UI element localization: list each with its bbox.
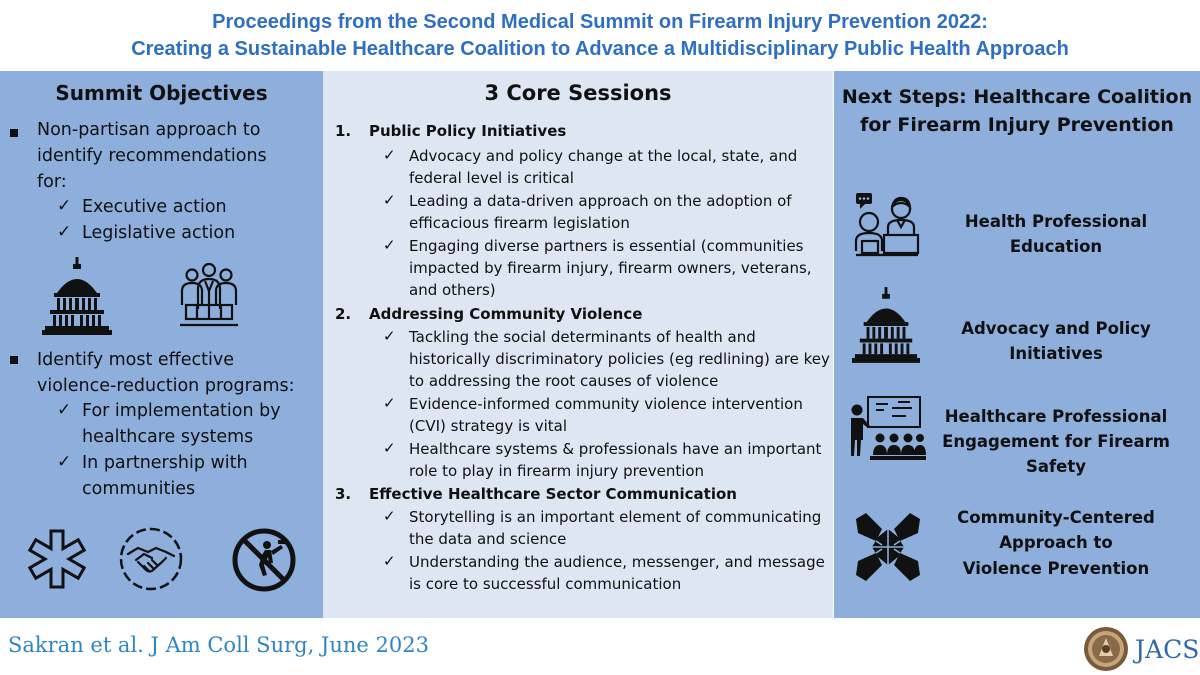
education-icon xyxy=(854,189,920,257)
session-point-line: the data and science xyxy=(409,530,567,548)
no-violence-icon xyxy=(231,527,297,593)
session-point-line: Evidence-informed community violence intervention xyxy=(409,395,803,413)
check-icon: ✓ xyxy=(383,327,396,345)
check-icon: ✓ xyxy=(383,507,396,525)
core-sessions-panel xyxy=(323,71,833,618)
next-steps-heading-line: Next Steps: Healthcare Coalition xyxy=(841,86,1193,108)
capitol-icon xyxy=(852,287,920,363)
next-step-label: Community-Centered xyxy=(957,508,1155,527)
session-title: Public Policy Initiatives xyxy=(369,122,567,140)
session-point-line: role to play in firearm injury prevention xyxy=(409,462,705,480)
session-number: 3. xyxy=(335,485,352,503)
session-point-line: Understanding the audience, messenger, and message xyxy=(409,553,825,571)
objective-2-check-line: In partnership with xyxy=(82,453,248,473)
session-point-line: is core to successful communication xyxy=(409,575,682,593)
title-line-1: Proceedings from the Second Medical Summit on Firearm Injury Prevention 2022: xyxy=(212,11,988,33)
next-step-label: Approach to xyxy=(999,533,1113,552)
session-point-line: Engaging diverse partners is essential (communities xyxy=(409,237,804,255)
session-title: Addressing Community Violence xyxy=(369,305,643,323)
next-step-label: Engagement for Firearm Safety xyxy=(942,432,1170,476)
objective-1-line: for: xyxy=(37,172,67,192)
star-of-life-icon xyxy=(25,527,89,591)
session-point-line: Leading a data-driven approach on the adoption of xyxy=(409,192,792,210)
objective-2-line: Identify most effective xyxy=(37,350,234,370)
presentation-icon xyxy=(848,394,926,464)
community-hands-icon xyxy=(852,511,924,583)
next-steps-heading-line: for Firearm Injury Prevention xyxy=(860,114,1174,136)
handshake-icon xyxy=(118,526,184,592)
check-icon: ✓ xyxy=(57,452,72,472)
check-icon: ✓ xyxy=(383,146,396,164)
check-icon: ✓ xyxy=(57,400,72,420)
session-point-line: and others) xyxy=(409,281,496,299)
objective-2-line: violence-reduction programs: xyxy=(37,376,295,396)
objective-2-check-line: healthcare systems xyxy=(82,427,254,447)
session-point-line: Healthcare systems & professionals have an important xyxy=(409,440,822,458)
journal-name: JACS xyxy=(1135,635,1200,664)
next-steps-heading xyxy=(834,83,1200,139)
next-step-label: Health Professional Education xyxy=(964,212,1148,256)
core-sessions-heading: 3 Core Sessions xyxy=(484,81,672,105)
session-point-line: Advocacy and policy change at the local, state, and xyxy=(409,147,798,165)
session-number: 1. xyxy=(335,122,352,140)
objective-2-check-line: For implementation by xyxy=(82,401,281,421)
objective-2-check-line: communities xyxy=(82,479,196,499)
next-step-label: Advocacy and Policy Initiatives xyxy=(961,319,1151,363)
session-point-line: Tackling the social determinants of health and xyxy=(409,328,756,346)
session-number: 2. xyxy=(335,305,352,323)
group-icon xyxy=(178,261,240,329)
capitol-icon xyxy=(42,257,112,335)
check-icon: ✓ xyxy=(383,191,396,209)
session-point-line: to addressing the root causes of violence xyxy=(409,372,719,390)
next-step-label: Healthcare Professional xyxy=(944,407,1168,426)
check-icon: ✓ xyxy=(383,439,396,457)
bullet-marker xyxy=(10,129,18,137)
session-point-line: (CVI) strategy is vital xyxy=(409,417,567,435)
objective-1-line: identify recommendations xyxy=(37,146,267,166)
bullet-marker xyxy=(10,356,18,364)
check-icon: ✓ xyxy=(383,394,396,412)
session-point-line: efficacious firearm legislation xyxy=(409,214,630,232)
session-point-line: federal level is critical xyxy=(409,169,574,187)
session-title: Effective Healthcare Sector Communication xyxy=(369,485,737,503)
objective-1-check: Legislative action xyxy=(82,223,236,243)
check-icon: ✓ xyxy=(383,552,396,570)
session-point-line: impacted by firearm injury, firearm owners, veterans, xyxy=(409,259,812,277)
next-step-label: Violence Prevention xyxy=(962,559,1150,578)
title-area xyxy=(0,0,1200,70)
summit-objectives-panel xyxy=(0,71,323,618)
session-point-line: historically discriminatory policies (eg redlining) are key xyxy=(409,350,830,368)
check-icon: ✓ xyxy=(57,222,72,242)
objective-1-line: Non-partisan approach to xyxy=(37,120,261,140)
citation: Sakran et al. J Am Coll Surg, June 2023 xyxy=(8,633,429,657)
next-steps-panel xyxy=(834,71,1200,618)
title-line-2: Creating a Sustainable Healthcare Coalition to Advance a Multidisciplinary Public Health Approach xyxy=(131,38,1069,60)
journal-seal-icon xyxy=(1083,626,1129,672)
session-point-line: Storytelling is an important element of communicating xyxy=(409,508,822,526)
objective-1-check: Executive action xyxy=(82,197,227,217)
check-icon: ✓ xyxy=(383,236,396,254)
check-icon: ✓ xyxy=(57,196,72,216)
summit-objectives-heading: Summit Objectives xyxy=(55,81,268,105)
